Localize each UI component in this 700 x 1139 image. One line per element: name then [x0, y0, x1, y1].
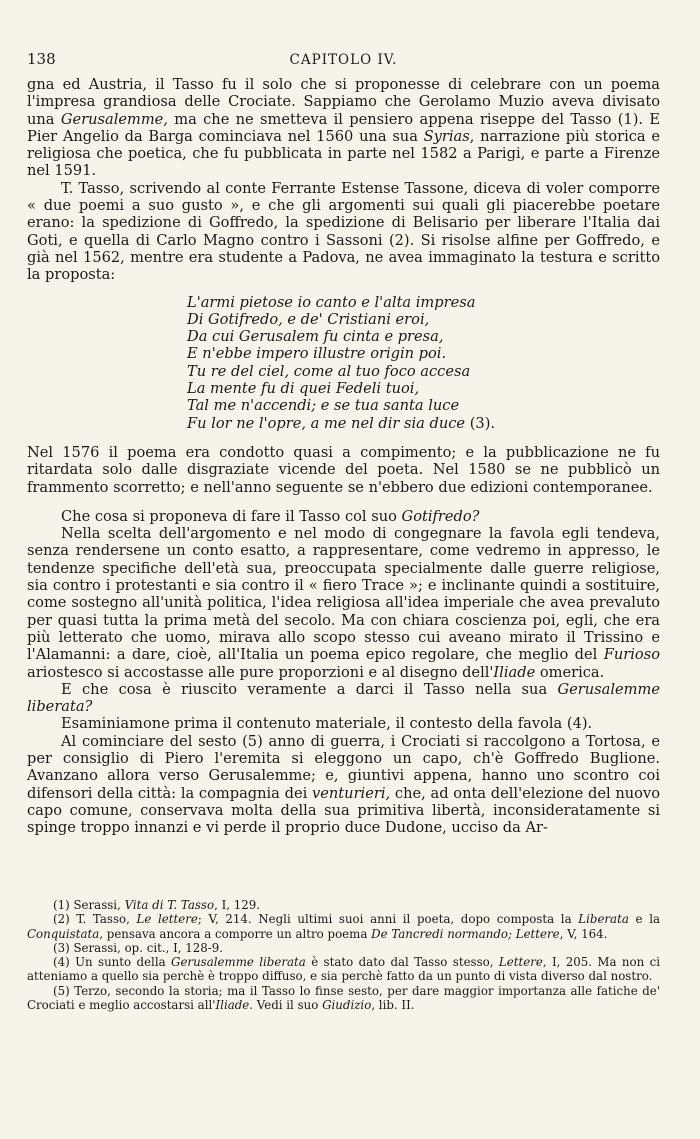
verse-line: La mente fu di quei Fedeli tuoi, — [187, 380, 420, 398]
verse-line: Tu re del ciel, come al tuo foco accesa — [187, 362, 471, 380]
paragraph: gna ed Austria, il Tasso fu il solo che si proponesse di celebrare con un poema l'impresa grandiosa delle Crociate. Sappiamo che Gerolamo Muzio aveva divisato una Gerusalemme, ma che ne smetteva il pensiero appena riseppe del Tasso (1). E Pier Angelio da Barga cominciava nel 1560 una sua Syrias, narrazione più storica e religiosa che poetica, che fu pubblicata in parte nel 1582 a Parigi, e parte a Firenze nel 1591. — [27, 76, 661, 180]
footnotes — [27, 898, 660, 1012]
running-head: CAPITOLO IV. — [289, 52, 398, 68]
paragraph: Esaminiamone prima il contenuto materiale, il contesto della favola (4). — [61, 715, 593, 733]
footnote: (3) Serassi, op. cit., I, 128-9. — [53, 940, 224, 955]
footnote-ref: (3). — [465, 414, 496, 432]
footnote: (4) Un sunto della Gerusalemme liberata è stato dato dal Tasso stesso, Lettere, I, 205. Ma non ci atteniamo a quello sia perchè è troppo diffuso, e sia perchè fatto da un punto di vista diverso dal nostro. — [27, 955, 661, 984]
verse-quotation — [187, 294, 660, 432]
paragraph: T. Tasso, scrivendo al conte Ferrante Estense Tassone, diceva di voler comporre « due poemi a suo gusto », e che gli argomenti sui quali gli piacerebbe poetare erano: la spedizione di Goffredo, la spedizione di Belisario per liberare l'Italia dai Goti, e quella di Carlo Magno contro i Sassoni (2). Si risolse alfine per Goffredo, e già nel 1562, mentre era studente a Padova, ne avea immaginato la testura e scritto la proposta: — [27, 179, 660, 284]
paragraph: Al cominciare del sesto (5) anno di guerra, i Crociati si raccolgono a Tortosa, e per consiglio di Piero l'eremita si eleggono un capo, ch'è Goffredo Buglione. Avanzano allora verso Gerusalemme; e, giuntivi appena, hanno uno scontro coi difensori della città: la compagnia dei venturieri, che, ad onta dell'elezione del nuovo capo comune, conservava molta della sua primitiva libertà, inconsideratamente si spinge troppo innanzi e vi perde il proprio duce Dudone, ucciso da Ar- — [27, 732, 660, 837]
page-number: 138 — [27, 50, 56, 68]
verse-line: Tal me n'accendi; e se tua santa luce — [187, 397, 460, 415]
body-text — [27, 76, 660, 836]
page-header — [27, 50, 660, 70]
paragraph: Nella scelta dell'argomento e nel modo di congegnare la favola egli tendeva, senza rendersene un conto esatto, a rappresentare, come vedremo in appresso, le tendenze specifiche dell'età sua, preoccupata specialmente dalle guerre religiose, sia contro i protestanti e sia contro il « fiero Trace »; e inclinante quindi a sostituire, come sostegno all'unità politica, l'idea religiosa all'idea imperiale che avea prevaluto per quasi tutta la prima metà del secolo. Ma con chiara coscienza poi, egli, che era più letterato che uomo, mirava allo scopo stesso cui aveano mirato il Trissino e l'Alamanni: a dare, cioè, all'Italia un poema epico regolare, che meglio del Furioso ariostesco si accostasse alle pure proporzioni e al disegno dell'Iliade omerica. — [27, 525, 660, 681]
verse-line: Fu lor ne l'opre, a me nel dir sia duce (3). — [187, 414, 496, 432]
verse-line: L'armi pietose io canto e l'alta impresa — [187, 293, 476, 311]
paragraph: E che cosa è riuscito veramente a darci il Tasso nella sua Gerusalemme liberata? — [27, 680, 660, 716]
footnote: (2) T. Tasso, Le lettere; V, 214. Negli ultimi suoi anni il poeta, dopo composta la Liberata e la Conquistata, pensava ancora a comporre un altro poema De Tancredi normando; Lettere, V, 164. — [27, 912, 660, 941]
verse-line: Da cui Gerusalem fu cinta e presa, — [187, 328, 444, 346]
verse-line: Di Gotifredo, e de' Cristiani eroi, — [187, 310, 430, 328]
footnote: (5) Terzo, secondo la storia; ma il Tasso lo finse sesto, per dare maggior importanza alle fatiche de' Crociati e meglio accostarsi all'Iliade. Vedi il suo Giudizio, lib. II. — [27, 983, 660, 1013]
footnote: (1) Serassi, Vita di T. Tasso, I, 129. — [53, 898, 261, 912]
verse-line: E n'ebbe impero illustre origin poi. — [187, 345, 447, 363]
paragraph: Nel 1576 il poema era condotto quasi a compimento; e la pubblicazione ne fu ritardata solo dalle disgraziate vicende del poeta. Nel 1580 se ne pubblicò un frammento scorretto; e nell'anno seguente se n'ebbero due edizioni contemporanee. — [27, 443, 660, 496]
paragraph: Che cosa si proponeva di fare il Tasso col suo Gotifredo? — [61, 507, 480, 525]
